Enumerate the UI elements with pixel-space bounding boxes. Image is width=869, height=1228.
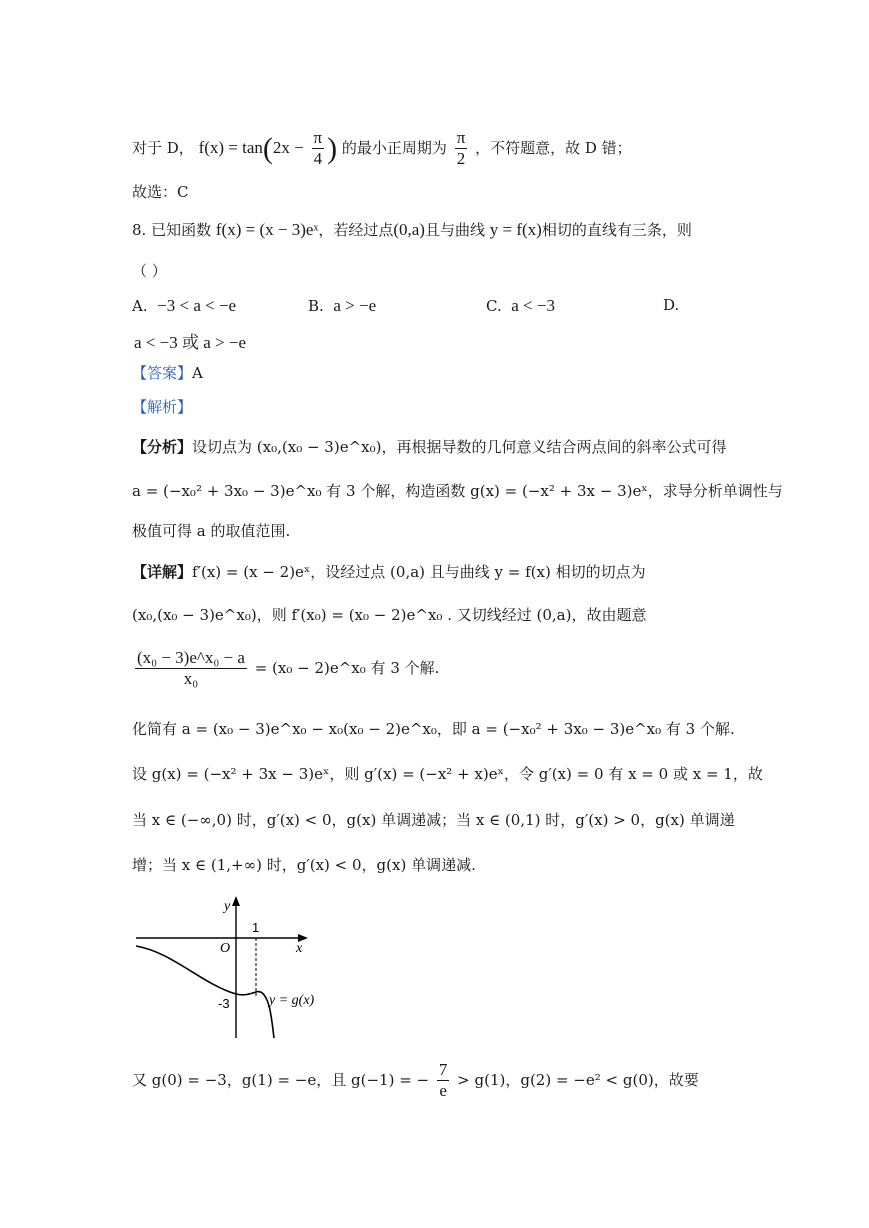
text: ，不符题意，故 D 错；: [475, 138, 632, 157]
fraction-pi-4: $\frac{\pi}{4}$: [313, 128, 323, 169]
xiangjie-line-6: 当 x ∈ (−∞,0) 时，g′(x) < 0，g(x) 单调递减；当 x ∈ (0,1) 时，g′(x) > 0，g(x) 单调递: [132, 811, 735, 829]
option-b: B. a > −e: [308, 296, 377, 315]
tick-1-label: 1: [252, 920, 260, 935]
fraction-7-e: $\frac{7}{e}$: [438, 1060, 448, 1101]
xiangjie-line-5: 设 g(x) = (−x² + 3x − 3)eˣ，则 g′(x) = (−x² + x)eˣ，令 g′(x) = 0 有 x = 0 或 x = 1，故: [132, 765, 763, 783]
xiangjie-line-4: 化简有 a = (x₀ − 3)e^x₀ − x₀(x₀ − 2)e^x₀，即 a = (−x₀² + 3x₀ − 3)e^x₀ 有 3 个解.: [132, 720, 735, 738]
analysis-tag: 【解析】: [132, 398, 193, 416]
math: 2x −: [272, 137, 304, 157]
y-axis-label: y: [224, 899, 231, 914]
option-c: C. a < −3: [486, 296, 555, 315]
option-d: a < −3 或 a > −e: [134, 333, 246, 352]
fenxi-line-1: 【分析】设切点为 (x₀,(x₀ − 3)e^x₀)，再根据导数的几何意义结合两点间的斜率公式可得: [132, 438, 727, 456]
last-line: 又 g(0) = −3，g(1) = −e，且 g(−1) = − $\frac{7}{e}$ > g(1)，g(2) = −e² < g(0)，故要: [132, 1060, 699, 1101]
fraction-pi-2: $\frac{\pi}{2}$: [456, 128, 466, 169]
x-axis-label: x: [296, 941, 303, 956]
tick-neg3-label: -3: [218, 996, 230, 1011]
function-graph: [132, 892, 332, 1042]
text: 对于 D，: [132, 138, 194, 157]
answer-tag: 【答案】: [132, 364, 193, 382]
answer-line: 【答案】A: [132, 364, 203, 382]
xiangjie-line-7: 增；当 x ∈ (1,+∞) 时，g′(x) < 0，g(x) 单调递减.: [132, 856, 476, 874]
fenxi-line-3: 极值可得 a 的取值范围.: [132, 522, 291, 540]
xiangjie-line-1: 【详解】f′(x) = (x − 2)eˣ，设经过点 (0,a) 且与曲线 y = f(x) 相切的切点为: [132, 563, 646, 581]
xiangjie-line-3: $\frac{\text{(x₀ − 3)e\textasciicircum{}x₀ − a}}{\text{x₀}}$ = (x₀ − 2)e^x₀ 有 3 个解.: [137, 648, 440, 689]
curve-label: y = g(x): [269, 993, 315, 1008]
line-question-8: 8. 已知函数 f(x) = (x − 3)eˣ，若经过点(0,a)且与曲线 y = f(x)相切的直线有三条，则: [132, 220, 692, 239]
curve-g: [136, 946, 274, 1038]
paren-close: ): [327, 131, 338, 165]
xiangjie-line-2: (x₀,(x₀ − 3)e^x₀)，则 f′(x₀) = (x₀ − 2)e^x₀ . 又切线经过 (0,a)，故由题意: [132, 606, 647, 624]
paren-open: (: [262, 131, 273, 165]
math: f(x) = tan: [198, 137, 263, 157]
option-d-label: D.: [663, 296, 680, 314]
line-paren: （ ）: [132, 262, 167, 280]
text: 的最小正周期为: [341, 138, 447, 157]
fraction-slope: $\frac{\text{(x₀ − 3)e\textasciicircum{}x₀ − a}}{\text{x₀}}$: [137, 648, 245, 689]
line-option-d: [132, 128, 632, 170]
y-axis-arrow-icon: [232, 896, 240, 906]
origin-label: O: [220, 941, 231, 956]
option-a: A. −3 < a < −e: [132, 296, 237, 315]
line-choose: 故选：C: [132, 183, 189, 201]
fenxi-line-2: a = (−x₀² + 3x₀ − 3)e^x₀ 有 3 个解，构造函数 g(x) = (−x² + 3x − 3)eˣ，求导分析单调性与: [132, 482, 783, 500]
